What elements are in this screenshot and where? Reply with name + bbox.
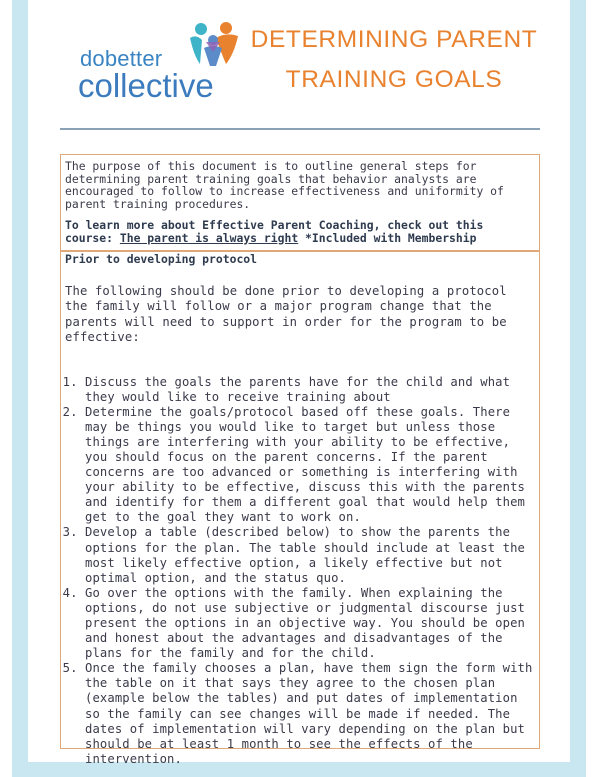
membership-note: *Included with Membership [298, 230, 477, 245]
list-item: 2. Determine the goals/protocol based off these goals. There may be things you would like to target but unless those things are interfering with your ability to be effective, you should focus on the parent concerns. If the parent concerns are too advanced or something is interfering with your ability to be effective, discuss this with the parents and identify for them a different goal that would help them get to the goal they want to work on. [85, 405, 535, 526]
purpose-text: The purpose of this document is to outline general steps for determining parent training goals that behavior analysts are encouraged to follow to increase effectiveness and uniformity of parent training procedures. [65, 159, 504, 211]
section-paragraph: The following should be done prior to developing a protocol the family will follow or a major program change that the parents will need to support in order for the program to be effective: [65, 283, 507, 344]
dobetter-collective-logo [78, 18, 248, 104]
section-heading: Prior to developing protocol [65, 252, 258, 266]
course-link[interactable]: The parent is always right [119, 230, 299, 245]
list-item: 1. Discuss the goals the parents have for the child and what they would like to receive training about [85, 375, 535, 405]
page-title-line-1: DETERMINING PARENT [250, 26, 538, 53]
protocol-section [60, 251, 540, 766]
page-title-line-2: TRAINING GOALS [285, 66, 503, 93]
list-item: 4. Go over the options with the family. When explaining the options, do not use subjective or judgmental discourse just present the options in an objective way. You should be open and honest about the advantages and disadvantages of the plans for the family and for the child. [85, 586, 535, 661]
learn-more-text [65, 219, 535, 244]
learn-more-prefix: To learn more about Effective Parent Coaching, check out this course: [65, 218, 484, 245]
list-item: 5. Once the family chooses a plan, have them sign the form with the table on it that says they agree to the chosen plan (example below the tables) and put dates of implementation so the family can see changes will be made if needed. The dates of implementation will vary depending on the plan but should be at least 1 month to see the effects of the intervention. [85, 661, 535, 767]
steps-list [65, 375, 535, 767]
page-title [244, 20, 544, 100]
people-logo-icon [186, 20, 242, 68]
intro-box [60, 154, 540, 251]
logo-text-dobetter: dobetter [80, 46, 163, 71]
header-divider [60, 128, 540, 130]
list-item: 3. Develop a table (described below) to show the parents the options for the plan. The table should include at least the most likely effective option, a likely effective but not optimal option, and the status quo. [85, 525, 535, 585]
logo-text-collective: collective [78, 67, 214, 104]
